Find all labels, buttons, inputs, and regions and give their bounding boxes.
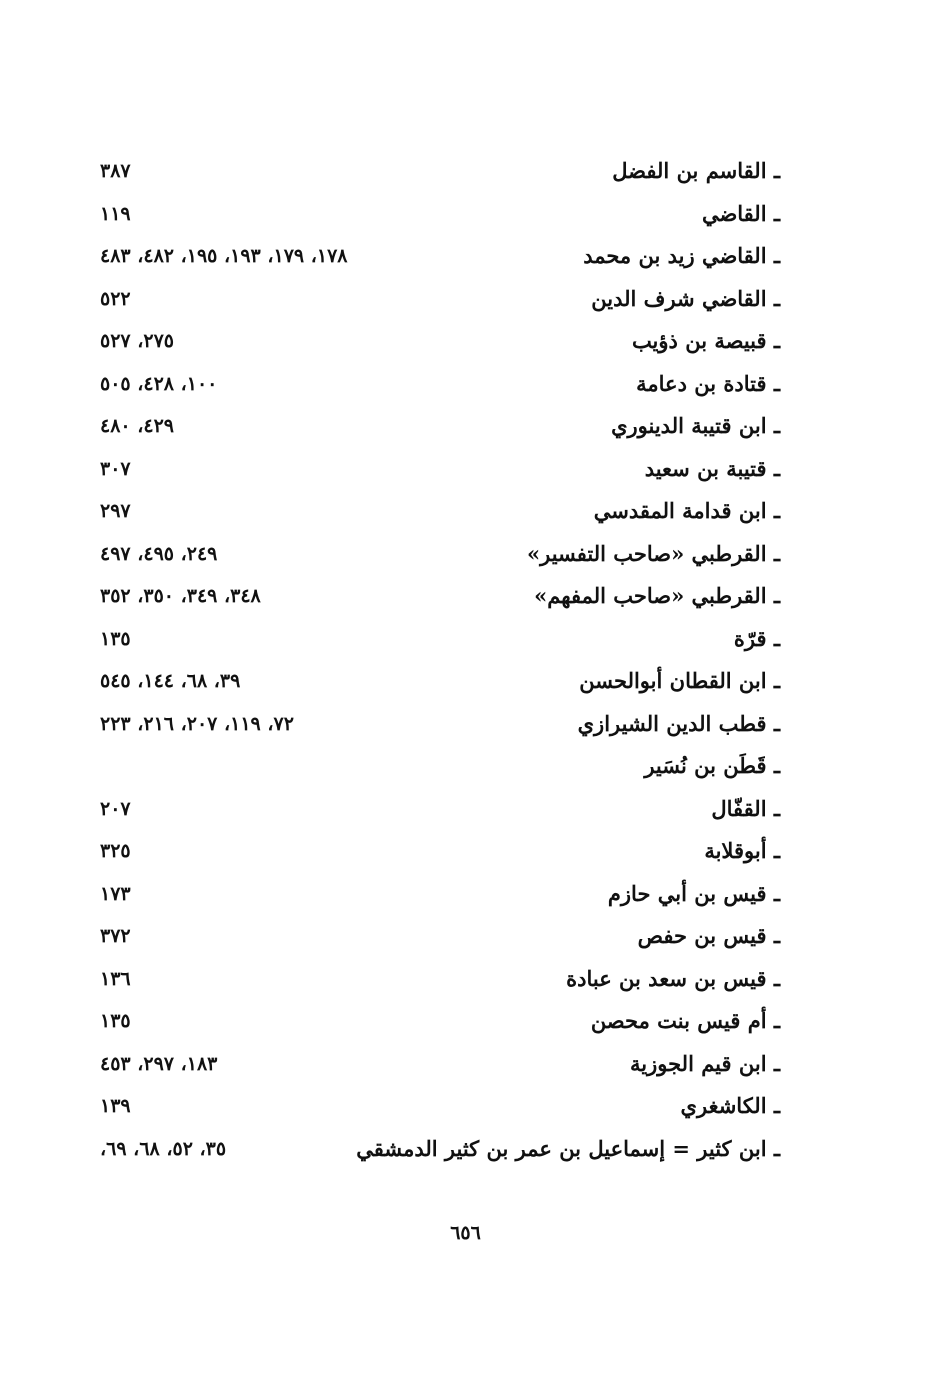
entry-name: ـ ابن كثير = إسماعيل بن عمر بن كثير الدمشقي [356,1135,780,1161]
index-entry [100,278,780,321]
entry-name: ـ القفّال [711,795,780,821]
entry-page-refs: ١٣٦ [100,967,131,990]
index-entry [100,1043,780,1086]
index-entry [100,745,780,788]
entry-name: ـ أم قيس بنت محصن [590,1008,780,1033]
entry-page-refs: ٢٧٥، ٥٢٧ [100,330,174,352]
index-entry [100,448,780,491]
entry-page-refs: ٢٠٧ [100,797,131,820]
names-index-list [100,150,780,1170]
entry-name: ـ قيس بن سعد بن عبادة [566,965,780,991]
entry-page-refs: ٣٩، ٦٨، ١٤٤، ٥٤٥ [100,670,241,692]
entry-page-refs: ٣٨٧ [100,160,131,182]
entry-page-refs: ١٠٠، ٤٢٨، ٥٠٥ [100,372,218,395]
entry-page-refs: ٣٠٧ [100,457,131,480]
entry-name: ـ قَطَن بن نُسَير [644,753,780,778]
entry-page-refs: ١٣٩ [100,1095,131,1117]
entry-name: ـ قيس بن أبي حازم [607,880,780,906]
index-entry [100,703,780,746]
entry-name: ـ قطب الدين الشيرازي [577,710,780,736]
entry-page-refs: ١١٩ [100,202,131,225]
entry-page-refs: ١٣٥ [100,627,131,650]
entry-name: ـ القرطبي «صاحب المفهم» [534,583,780,608]
index-entry [100,320,780,363]
entry-page-refs: ٣٢٥ [100,840,131,862]
entry-name: ـ ابن القطان أبوالحسن [579,668,780,693]
index-entry [100,788,780,831]
entry-page-refs: ٣٥، ٥٢، ٦٨، ٦٩، [100,1137,227,1160]
index-entry [100,915,780,958]
index-entry [100,830,780,873]
page-number: ٦٥٦ [450,1222,481,1244]
entry-page-refs: ٥٢٢ [100,287,131,310]
entry-name: ـ ابن قتيبة الدينوري [611,413,780,438]
entry-name: ـ القاسم بن الفضل [612,158,780,183]
index-entry [100,490,780,533]
index-entry [100,618,780,661]
entry-name: ـ ابن قدامة المقدسي [593,498,780,523]
index-entry [100,193,780,236]
entry-page-refs: ١٧٨، ١٧٩، ١٩٣، ١٩٥، ٤٨٢، ٤٨٣ [100,245,348,267]
entry-page-refs: ٤٢٩، ٤٨٠ [100,415,174,437]
index-entry [100,235,780,278]
entry-page-refs: ١٣٥ [100,1010,131,1032]
entry-name: ـ الكاشغري [680,1093,780,1118]
index-entry [100,575,780,618]
entry-name: ـ القاضي شرف الدين [591,285,780,311]
entry-page-refs: ١٧٣ [100,882,131,905]
index-entry [100,363,780,406]
index-entry [100,873,780,916]
entry-name: ـ القاضي [701,200,780,226]
index-entry [100,1085,780,1128]
entry-page-refs: ٢٩٧ [100,500,131,522]
entry-page-refs: ٣٤٨، ٣٤٩، ٣٥٠، ٣٥٢ [100,585,261,607]
index-entry [100,958,780,1001]
entry-name: ـ ابن قيم الجوزية [630,1050,780,1076]
entry-page-refs: ٢٤٩، ٤٩٥، ٤٩٧ [100,542,218,565]
entry-name: ـ قتادة بن دعامة [636,370,780,396]
index-entry [100,1128,780,1171]
index-entry [100,533,780,576]
entry-name: ـ القاضي زيد بن محمد [583,243,780,268]
entry-page-refs: ١٨٣، ٢٩٧، ٤٥٣ [100,1052,218,1075]
entry-name: ـ أبوقلابة [704,838,780,863]
entry-name: ـ قرّة [733,625,780,651]
index-entry [100,405,780,448]
index-entry [100,150,780,193]
index-entry [100,1000,780,1043]
entry-name: ـ قيس بن حفص [637,923,780,948]
entry-name: ـ قتيبة بن سعيد [644,455,780,481]
entry-name: ـ قبيصة بن ذؤيب [631,328,780,353]
entry-name: ـ القرطبي «صاحب التفسير» [526,540,780,566]
entry-page-refs: ٣٧٢ [100,925,131,947]
entry-page-refs: ٧٢، ١١٩، ٢٠٧، ٢١٦، ٢٢٣ [100,712,294,735]
index-entry [100,660,780,703]
